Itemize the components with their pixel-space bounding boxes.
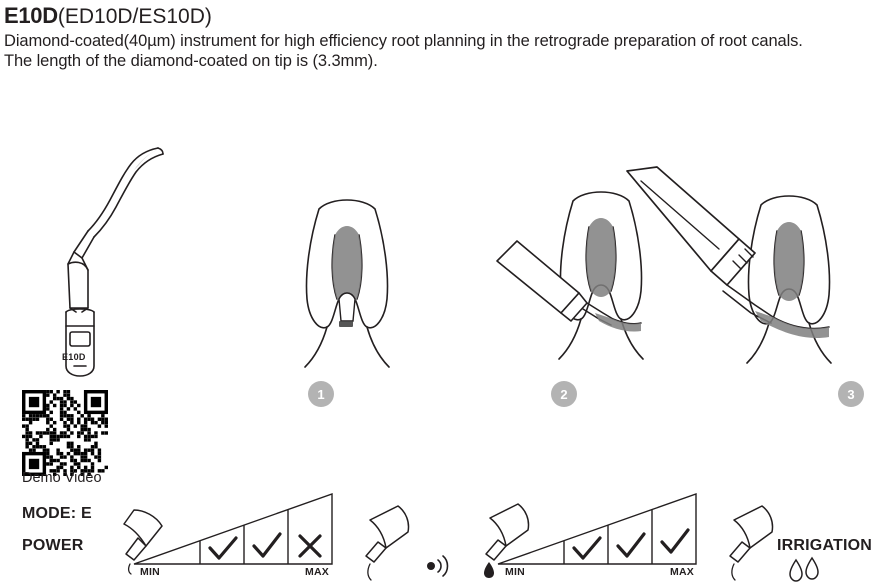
check-icon xyxy=(210,538,236,558)
header xyxy=(4,4,874,71)
qr-code[interactable] xyxy=(22,390,108,476)
check-icon xyxy=(662,530,688,552)
power-marks-left xyxy=(210,534,320,558)
scale-right-min: MIN xyxy=(505,566,525,578)
irrigation-label: IRRIGATION xyxy=(777,537,873,554)
cross-icon xyxy=(300,536,320,556)
mode-label: MODE: E xyxy=(22,505,92,522)
step-badge-3: 3 xyxy=(838,381,864,407)
qr-code-image xyxy=(22,390,108,476)
handpiece-icon-left xyxy=(354,500,416,587)
product-code: E10D xyxy=(4,3,58,28)
step-badge-2: 2 xyxy=(551,381,577,407)
scaler-tip-illustration xyxy=(30,130,170,380)
demo-video-caption: Demo Video xyxy=(22,470,102,486)
scale-right-max: MAX xyxy=(670,566,694,578)
scaler-tip-drawing xyxy=(30,130,170,380)
step-1-illustration xyxy=(265,195,465,375)
product-description: Diamond-coated(40µm) instrument for high efficiency root planning in the retrograde preparation of root canals. The length of the diamond-coated on tip is (3.3mm). xyxy=(4,32,803,70)
tip-icon xyxy=(718,500,780,587)
step-badge-1: 1 xyxy=(308,381,334,407)
tooth-diagram-1 xyxy=(265,195,465,375)
scale-left-min: MIN xyxy=(140,566,160,578)
water-drops-icon xyxy=(790,558,830,586)
ultrasonic-icon xyxy=(424,550,454,580)
product-alt-codes: (ED10D/ES10D) xyxy=(57,5,212,28)
handpiece-icon-right xyxy=(718,500,780,587)
irrigation-drops-icon xyxy=(790,558,830,586)
check-icon xyxy=(618,534,644,556)
scale-left-max: MAX xyxy=(305,566,329,578)
tooth-diagram-3 xyxy=(615,165,880,380)
power-marks-right xyxy=(574,530,688,558)
check-icon xyxy=(574,538,600,558)
tip-engraved-label: E10D xyxy=(62,352,86,362)
tip-icon xyxy=(354,500,416,587)
step-3-illustration xyxy=(615,165,880,380)
power-label: POWER xyxy=(22,537,84,554)
sound-wave-icon xyxy=(424,550,454,580)
check-icon xyxy=(254,534,280,556)
page-title xyxy=(4,4,874,29)
